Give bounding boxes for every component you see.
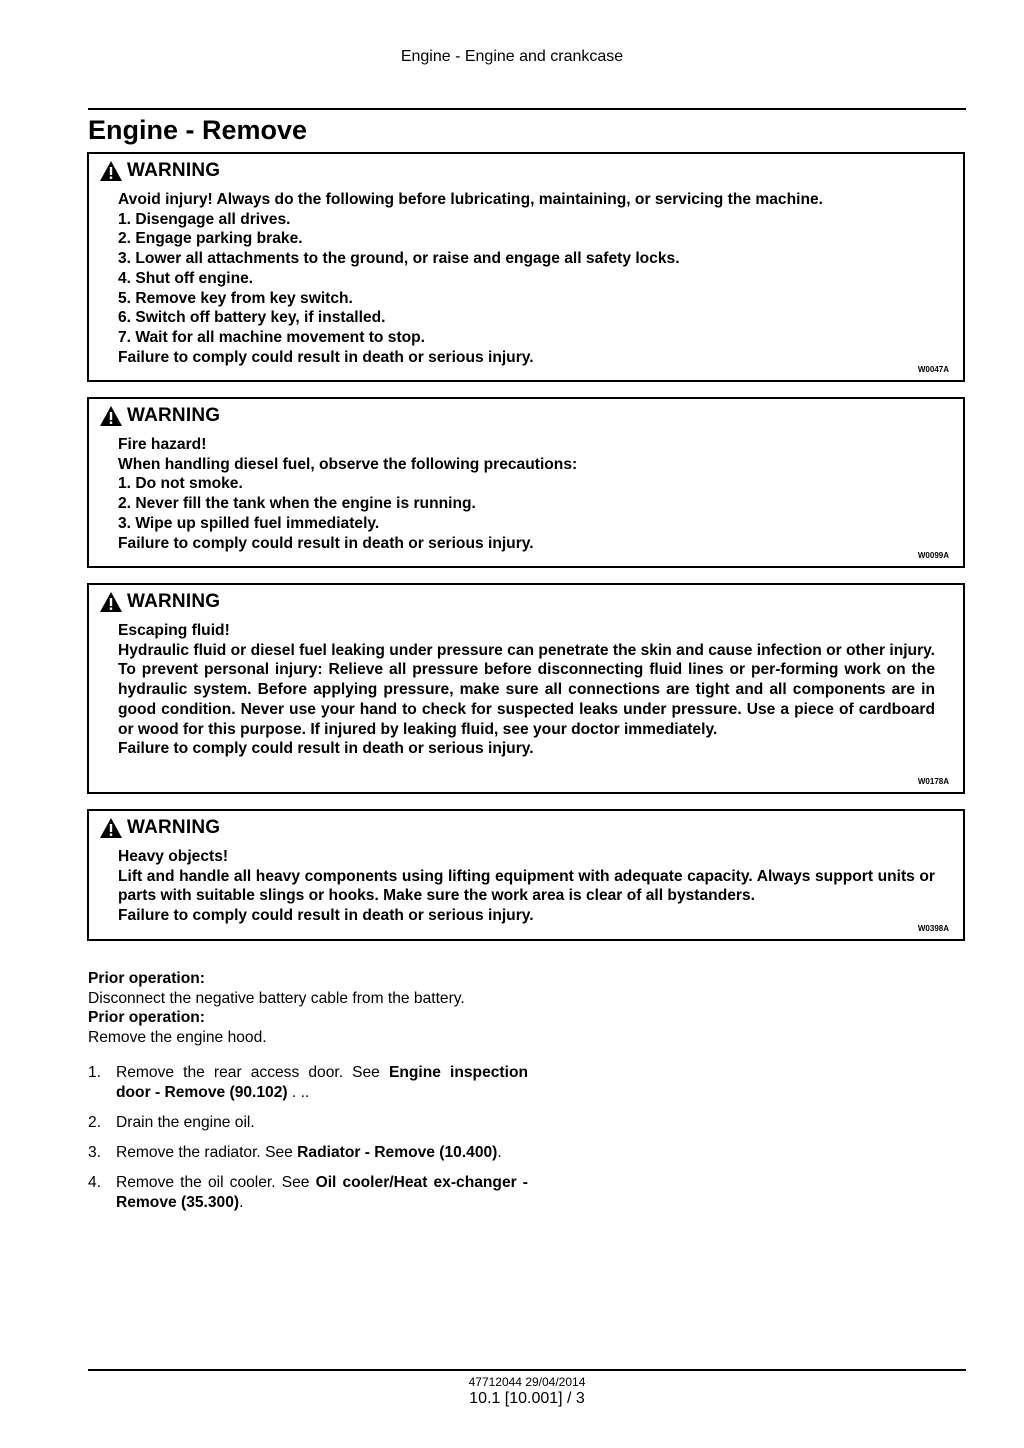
warning-header [99, 159, 220, 183]
prior-operation-text: Disconnect the negative battery cable from the battery. [88, 989, 465, 1007]
warning-code: W0178A [917, 777, 949, 786]
warning-list-item: 4. Shut off engine. [118, 269, 254, 287]
prior-operation-label: Prior operation: [88, 1009, 205, 1027]
step-text: Remove the oil cooler. See [116, 1174, 316, 1191]
procedure-step [88, 1173, 528, 1213]
prior-operations [88, 969, 688, 1048]
warning-triangle-icon [99, 160, 123, 182]
warning-label: WARNING [127, 405, 221, 426]
warning-code: W0099A [917, 551, 949, 560]
warning-header [99, 816, 220, 840]
warning-triangle-icon [99, 817, 123, 839]
procedure-step [88, 1113, 528, 1133]
warning-triangle-icon [99, 405, 123, 427]
prior-operation-text: Remove the engine hood. [88, 1029, 267, 1047]
step-number: 2. [88, 1114, 102, 1131]
warning-list-item: 7. Wait for all machine movement to stop. [118, 328, 426, 346]
warning-list-item: 6. Switch off battery key, if installed. [118, 309, 386, 327]
warning-box-w0398a [87, 809, 965, 941]
warning-title: Heavy objects! [118, 848, 229, 865]
warning-text: Hydraulic fluid or diesel fuel leaking under pressure can penetrate the skin and cause infection or other injury. To prevent personal injury: Relieve all pressure before disconnecting fluid lines or per-forming work on the hydraulic system. Before applying pressure, make sure all connections are tight and all components are in good condition. Never use your hand to check for suspected leaks under pressure. Use a piece of cardboard or wood for this purpose. If injured by leaking fluid, see your doctor immediately. [118, 641, 935, 738]
warning-label: WARNING [127, 817, 221, 838]
footer-document-id: 47712044 29/04/2014 [468, 1375, 586, 1389]
footer-rule [88, 1369, 966, 1371]
step-number: 1. [88, 1064, 102, 1081]
procedure-step [88, 1143, 528, 1163]
step-reference-link[interactable]: Engine inspection door - Remove (90.102) [116, 1064, 528, 1101]
warning-consequence: Failure to comply could result in death or serious injury. [118, 534, 534, 552]
running-header: Engine - Engine and crankcase [400, 48, 624, 65]
warning-list-item: 5. Remove key from key switch. [118, 289, 353, 307]
step-text: Remove the rear access door. See [116, 1064, 389, 1081]
warning-consequence: Failure to comply could result in death or serious injury. [118, 740, 534, 758]
footer-page-number: 10.1 [10.001] / 3 [469, 1390, 585, 1407]
warning-title: Escaping fluid! [118, 622, 230, 639]
warning-title: Fire hazard! [118, 436, 207, 453]
warning-code: W0398A [917, 924, 949, 933]
step-text: Drain the engine oil. [116, 1114, 255, 1131]
warning-header [99, 404, 220, 428]
warning-body [118, 435, 935, 553]
warning-intro: Avoid injury! Always do the following before lubricating, maintaining, or servicing the machine. [118, 191, 823, 208]
prior-operation-label: Prior operation: [88, 970, 205, 987]
warning-label: WARNING [127, 591, 221, 612]
warning-list-item: 2. Never fill the tank when the engine is running. [118, 495, 476, 513]
warning-triangle-icon [99, 591, 123, 613]
page-title: Engine - Remove [88, 115, 308, 145]
warning-body [118, 621, 935, 759]
step-text-after: . [497, 1144, 502, 1161]
warning-box-w0047a [87, 152, 965, 382]
warning-list-item: 1. Disengage all drives. [118, 210, 291, 228]
warning-list-item: 2. Engage parking brake. [118, 230, 303, 248]
warning-body [118, 190, 935, 367]
warning-body [118, 847, 935, 926]
warning-list-item: 3. Lower all attachments to the ground, or raise and engage all safety locks. [118, 250, 680, 268]
step-number: 4. [88, 1174, 102, 1191]
warning-label: WARNING [127, 160, 221, 181]
warning-box-w0178a [87, 583, 965, 794]
warning-code: W0047A [917, 365, 949, 374]
warning-header [99, 590, 220, 614]
warning-consequence: Failure to comply could result in death or serious injury. [118, 348, 534, 366]
warning-intro: When handling diesel fuel, observe the following precautions: [118, 455, 578, 473]
step-text: Remove the radiator. See [116, 1144, 298, 1161]
step-text-after: . .. [287, 1084, 310, 1101]
warning-list-item: 3. Wipe up spilled fuel immediately. [118, 514, 380, 532]
warning-list-item: 1. Do not smoke. [118, 475, 243, 493]
warning-list [118, 210, 935, 348]
step-reference-link[interactable]: Radiator - Remove (10.400) [297, 1144, 498, 1161]
warning-consequence: Failure to comply could result in death or serious injury. [118, 907, 534, 925]
procedure-step [88, 1063, 528, 1103]
step-text-after: . [239, 1194, 244, 1211]
step-number: 3. [88, 1144, 102, 1161]
step-reference-link[interactable]: Oil cooler/Heat ex-changer - Remove (35.300) [116, 1174, 528, 1211]
header-rule [88, 108, 966, 110]
warning-text: Lift and handle all heavy components using lifting equipment with adequate capacity. Always support units or parts with suitable slings or hooks. Make sure the work area is clear of all bystanders. [118, 867, 935, 905]
warning-box-w0099a [87, 397, 965, 568]
warning-list [118, 474, 935, 533]
procedure-steps [88, 1063, 528, 1223]
